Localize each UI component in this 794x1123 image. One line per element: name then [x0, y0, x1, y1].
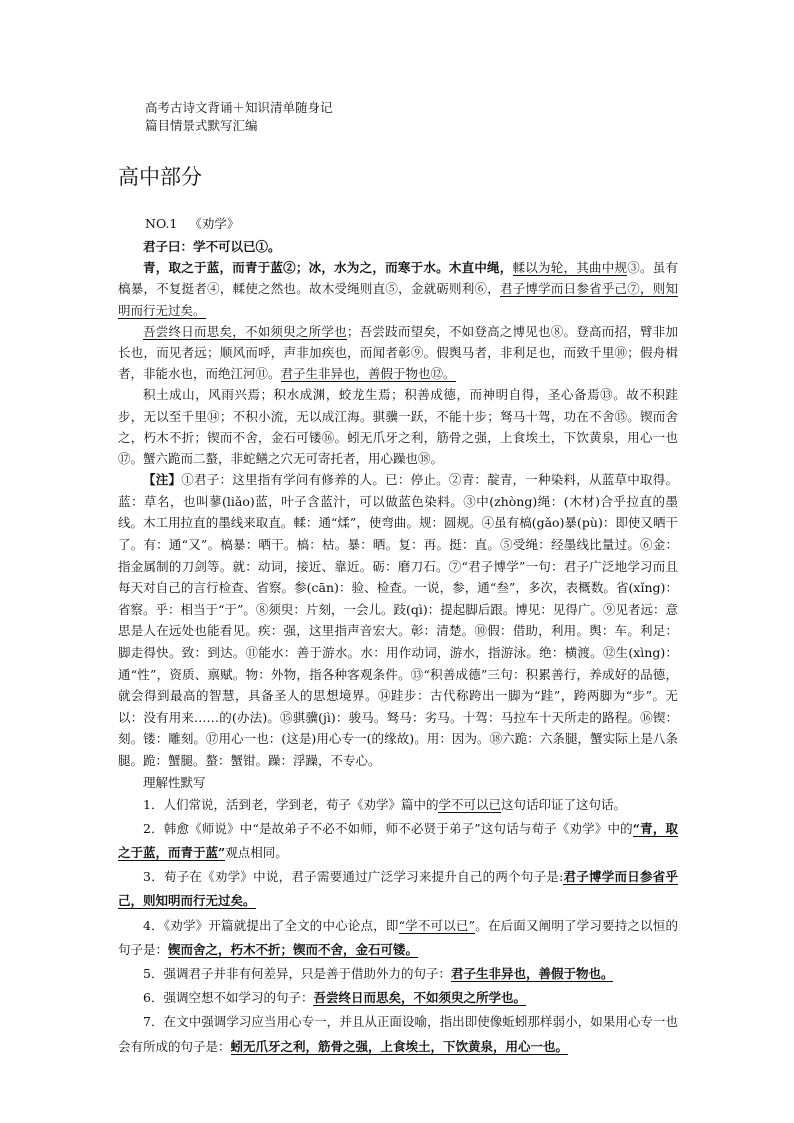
header-title: 高考古诗文背诵＋知识清单随身记 — [145, 100, 333, 115]
p3-segment-c: 君子生非异也，善假于物也⑫。 — [280, 366, 456, 382]
exercise-item-3 — [118, 865, 678, 913]
answer-text: 君子博学而日参省乎己，则知明而行无过矣。 — [118, 869, 678, 909]
answer-text: “青，取之于蓝，而青于蓝” — [118, 820, 678, 860]
p2-segment-a: 青，取之于蓝，而青于蓝②；冰，水为之，而寒于水。木直中绳， — [143, 260, 513, 276]
p2-segment-c: ③。虽有槁暴，不复挺者④，輮使之然也。故木受绳则直⑤，金就砺则利⑥， — [118, 260, 678, 297]
exercise-item-6 — [118, 986, 678, 1010]
p3-segment-b: ；吾尝跂而望矣，不如登高之博见也⑧。登高而招，臂非加长也，而见者远；顺风而呼，声非加疾也，而闻者彰⑨。假舆马者，非利足也，而致千里⑩；假舟楫者，非能水也，而绝江河⑪。 — [118, 323, 678, 382]
lesson-title: 《劝学》 — [189, 216, 240, 231]
p2-segment-d: 君子博学而日参省乎己⑦，则知明而行无过矣。 — [118, 281, 678, 318]
question-text: 1．人们常说，活到老，学到老，荀子《劝学》篇中的 — [143, 796, 439, 812]
exercise-item-1 — [118, 793, 678, 817]
lesson-heading — [145, 215, 239, 233]
p3-segment-a: 吾尝终日而思矣，不如须臾之所学也 — [143, 323, 347, 339]
section-title: 高中部分 — [118, 165, 202, 189]
answer-text: 锲而舍之，朽木不折；锲而不舍，金石可镂。 — [168, 941, 419, 957]
question-text: 2．韩愈《师说》中“是故弟子不必不如师，师不必贤于弟子”这句话与荀子《劝学》中的 — [143, 820, 633, 836]
answer-text: 君子生非异也，善假于物也。 — [450, 965, 614, 981]
question-text: 这句话印证了这句话。 — [500, 796, 626, 812]
exercise-item-5 — [118, 962, 678, 986]
header-subtitle: 篇目情景式默写汇编 — [145, 118, 258, 133]
notes-paragraph — [118, 469, 678, 771]
question-text: 3．荀子在《劝学》中说，君子需要通过广泛学习来提升自己的两个句子是: — [143, 869, 564, 885]
exercise-heading: 理解性默写 — [143, 774, 206, 790]
text-paragraph-1: 君子曰：学不可以已①。 — [143, 239, 281, 254]
answer-text: “学不可以已” — [398, 917, 476, 933]
notes-label: 【注】 — [143, 472, 182, 488]
answer-text: 蚓无爪牙之利，筋骨之强，上食埃土，下饮黄泉，用心一也。 — [230, 1038, 569, 1054]
exercise-item-2 — [118, 817, 678, 865]
answer-text: 学不可以已 — [438, 796, 501, 812]
notes-content: ①君子：这里指有学问有修养的人。已：停止。②青：靛青，一种染料，从蓝草中取得。蓝：草名，也叫蓼(liǎo)蓝，叶子含蓝汁，可以做蓝色染料。③中(zhòng)绳：(木材)合乎拉直的墨线。木工用拉直的墨线来取直。輮：通“煣”，使弯曲。规：圆规。④虽有槁(gǎo)暴(pù)：即使又晒干了。有：通“又”。槁暴：晒干。槁：枯。暴：晒。复：再。挺：直。⑤受绳：经墨线比量过。⑥金：指金属制的刀剑等。就：动词，接近、靠近。砺：磨刀石。⑦“君子博学”一句：君子广泛地学习而且每天对自己的言行检查、省察。参(cān)：验、检查。一说，参，通“叁”，多次，表概数。省(xǐng)：省察。乎：相当于“于”。⑧须臾：片刻，一会儿。跂(qì)：提起脚后跟。博见：见得广。⑨见者远：意思是人在远处也能看见。疾：强，这里指声音宏大。彰：清楚。⑩假：借助，利用。舆：车。利足：脚走得快。致：到达。⑪能水：善于游水。水：用作动词，游水，指游泳。绝：横渡。⑫生(xìng)：通“性”，资质、禀赋。物：外物，指各种客观条件。⑬“积善成德”三句：积累善行，养成好的品德，就会得到最高的智慧，具备圣人的思想境界。⑭跬步：古代称跨出一脚为“跬”，跨两脚为“步”。无以：没有用来……的(办法)。⑮骐骥(jì)：骏马。驽马：劣马。十驾：马拉车十天所走的路程。⑯锲：刻。镂：雕刻。⑰用心一也：(这是)用心专一(的缘故)。用：因为。⑱六跪：六条腿，蟹实际上是八条腿。跪：蟹腿。螯：蟹钳。躁：浮躁，不专心。 — [118, 472, 678, 768]
question-text: 7．在文中强调学习应当用心专一，并且从正面设喻，指出即使像蚯蚓那样弱小，如果用心专一也会有所成的句子是： — [118, 1014, 678, 1054]
exercise-item-7 — [118, 1010, 678, 1058]
exercise-item-4 — [118, 914, 678, 962]
p2-segment-b: 輮以为轮，其曲中规 — [512, 260, 628, 276]
lesson-number: NO.1 — [145, 216, 178, 231]
question-text: 5．强调君子并非有何差异，只是善于借助外力的句子： — [143, 965, 451, 981]
question-text: 观点相同。 — [225, 844, 288, 860]
question-text: 6．强调空想不如学习的句子： — [143, 990, 314, 1006]
question-text: 。在后面又阐明了学习要持之以恒的句子是： — [118, 917, 678, 957]
text-paragraph-2 — [118, 257, 678, 321]
question-text: 4．《劝学》开篇就提出了全文的中心论点，即 — [143, 917, 399, 933]
answer-text: 吾尝终日而思矣，不如须臾之所学也。 — [313, 990, 526, 1006]
text-paragraph-4: 积土成山，风雨兴焉；积水成渊，蛟龙生焉；积善成德，而神明自得，圣心备焉⑬。故不积跬步，无以至千里⑭；不积小流，无以成江海。骐骥一跃，不能十步；驽马十驾，功在不舍⑮。锲而舍之，朽木不折；锲而不舍，金石可镂⑯。蚓无爪牙之利，筋骨之强，上食埃土，下饮黄泉，用心一也⑰。蟹六跪而二螯，非蛇鳝之穴无可寄托者，用心躁也⑱。 — [118, 387, 678, 467]
document-body — [118, 236, 678, 1059]
text-paragraph-3 — [118, 321, 678, 385]
